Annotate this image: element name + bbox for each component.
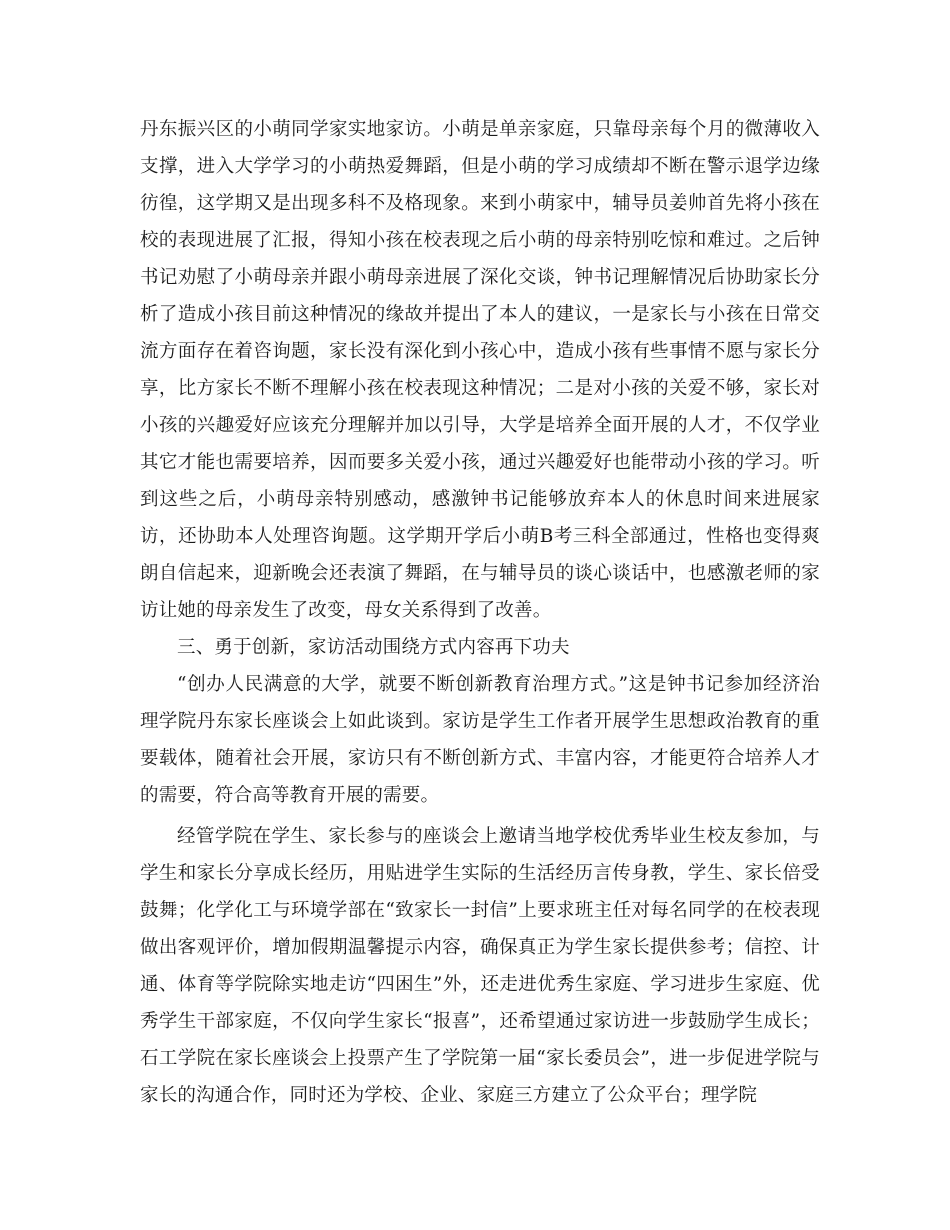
section-heading-innovation: 三、勇于创新，家访活动围绕方式内容再下功夫 xyxy=(177,637,570,658)
document-body xyxy=(140,111,820,1114)
paragraph-innovation-quote: “创办人民满意的大学，就要不断创新教育治理方式。”这是钟书记参加经济治理学院丹东家长座谈会上如此谈到。家访是学生工作者开展学生思想政治教育的重要载体，随着社会开展，家访只有不断创新方式、丰富内容，才能更符合培养人才的需要，符合高等教育开展的需要。 xyxy=(140,674,820,806)
paragraph-home-visit-story: 丹东振兴区的小萌同学家实地家访。小萌是单亲家庭，只靠母亲每个月的微薄收入支撑，进入大学学习的小萌热爱舞蹈，但是小萌的学习成绩却不断在警示退学边缘彷徨，这学期又是出现多科不及格现象。来到小萌家中，辅导员姜帅首先将小孩在校的表现进展了汇报，得知小孩在校表现之后小萌的母亲特别吃惊和难过。之后钟书记劝慰了小萌母亲并跟小萌母亲进展了深化交谈，钟书记理解情况后协助家长分析了造成小孩目前这种情况的缘故并提出了本人的建议，一是家长与小孩在日常交流方面存在着咨询题，家长没有深化到小孩心中，造成小孩有些事情不愿与家长分享，比方家长不断不理解小孩在校表现这种情况；二是对小孩的关爱不够，家长对小孩的兴趣爱好应该充分理解并加以引导，大学是培养全面开展的人才，不仅学业其它才能也需要培养，因而要多关爱小孩，通过兴趣爱好也能带动小孩的学习。听到这些之后，小萌母亲特别感动，感激钟书记能够放弃本人的休息时间来进展家访，还协助本人处理咨询题。这学期开学后小萌B考三科全部通过，性格也变得爽朗自信起来，迎新晚会还表演了舞蹈，在与辅导员的谈心谈话中，也感激老师的家访让她的母亲发生了改变，母女关系得到了改善。 xyxy=(140,119,820,621)
paragraph-college-practices: 经管学院在学生、家长参与的座谈会上邀请当地学校优秀毕业生校友参加，与学生和家长分享成长经历，用贴进学生实际的生活经历言传身教，学生、家长倍受鼓舞；化学化工与环境学部在“致家长一封信”上要求班主任对每名同学的在校表现做出客观评价，增加假期温馨提示内容，确保真正为学生家长提供参考；信控、计通、体育等学院除实地走访“四困生”外，还走进优秀生家庭、学习进步生家庭、优秀学生干部家庭，不仅向学生家长“报喜”，还希望通过家访进一步鼓励学生成长；石工学院在家长座谈会上投票产生了学院第一届“家长委员会”，进一步促进学院与家长的沟通合作，同时还为学校、企业、家庭三方建立了公众平台；理学院 xyxy=(140,826,820,1106)
